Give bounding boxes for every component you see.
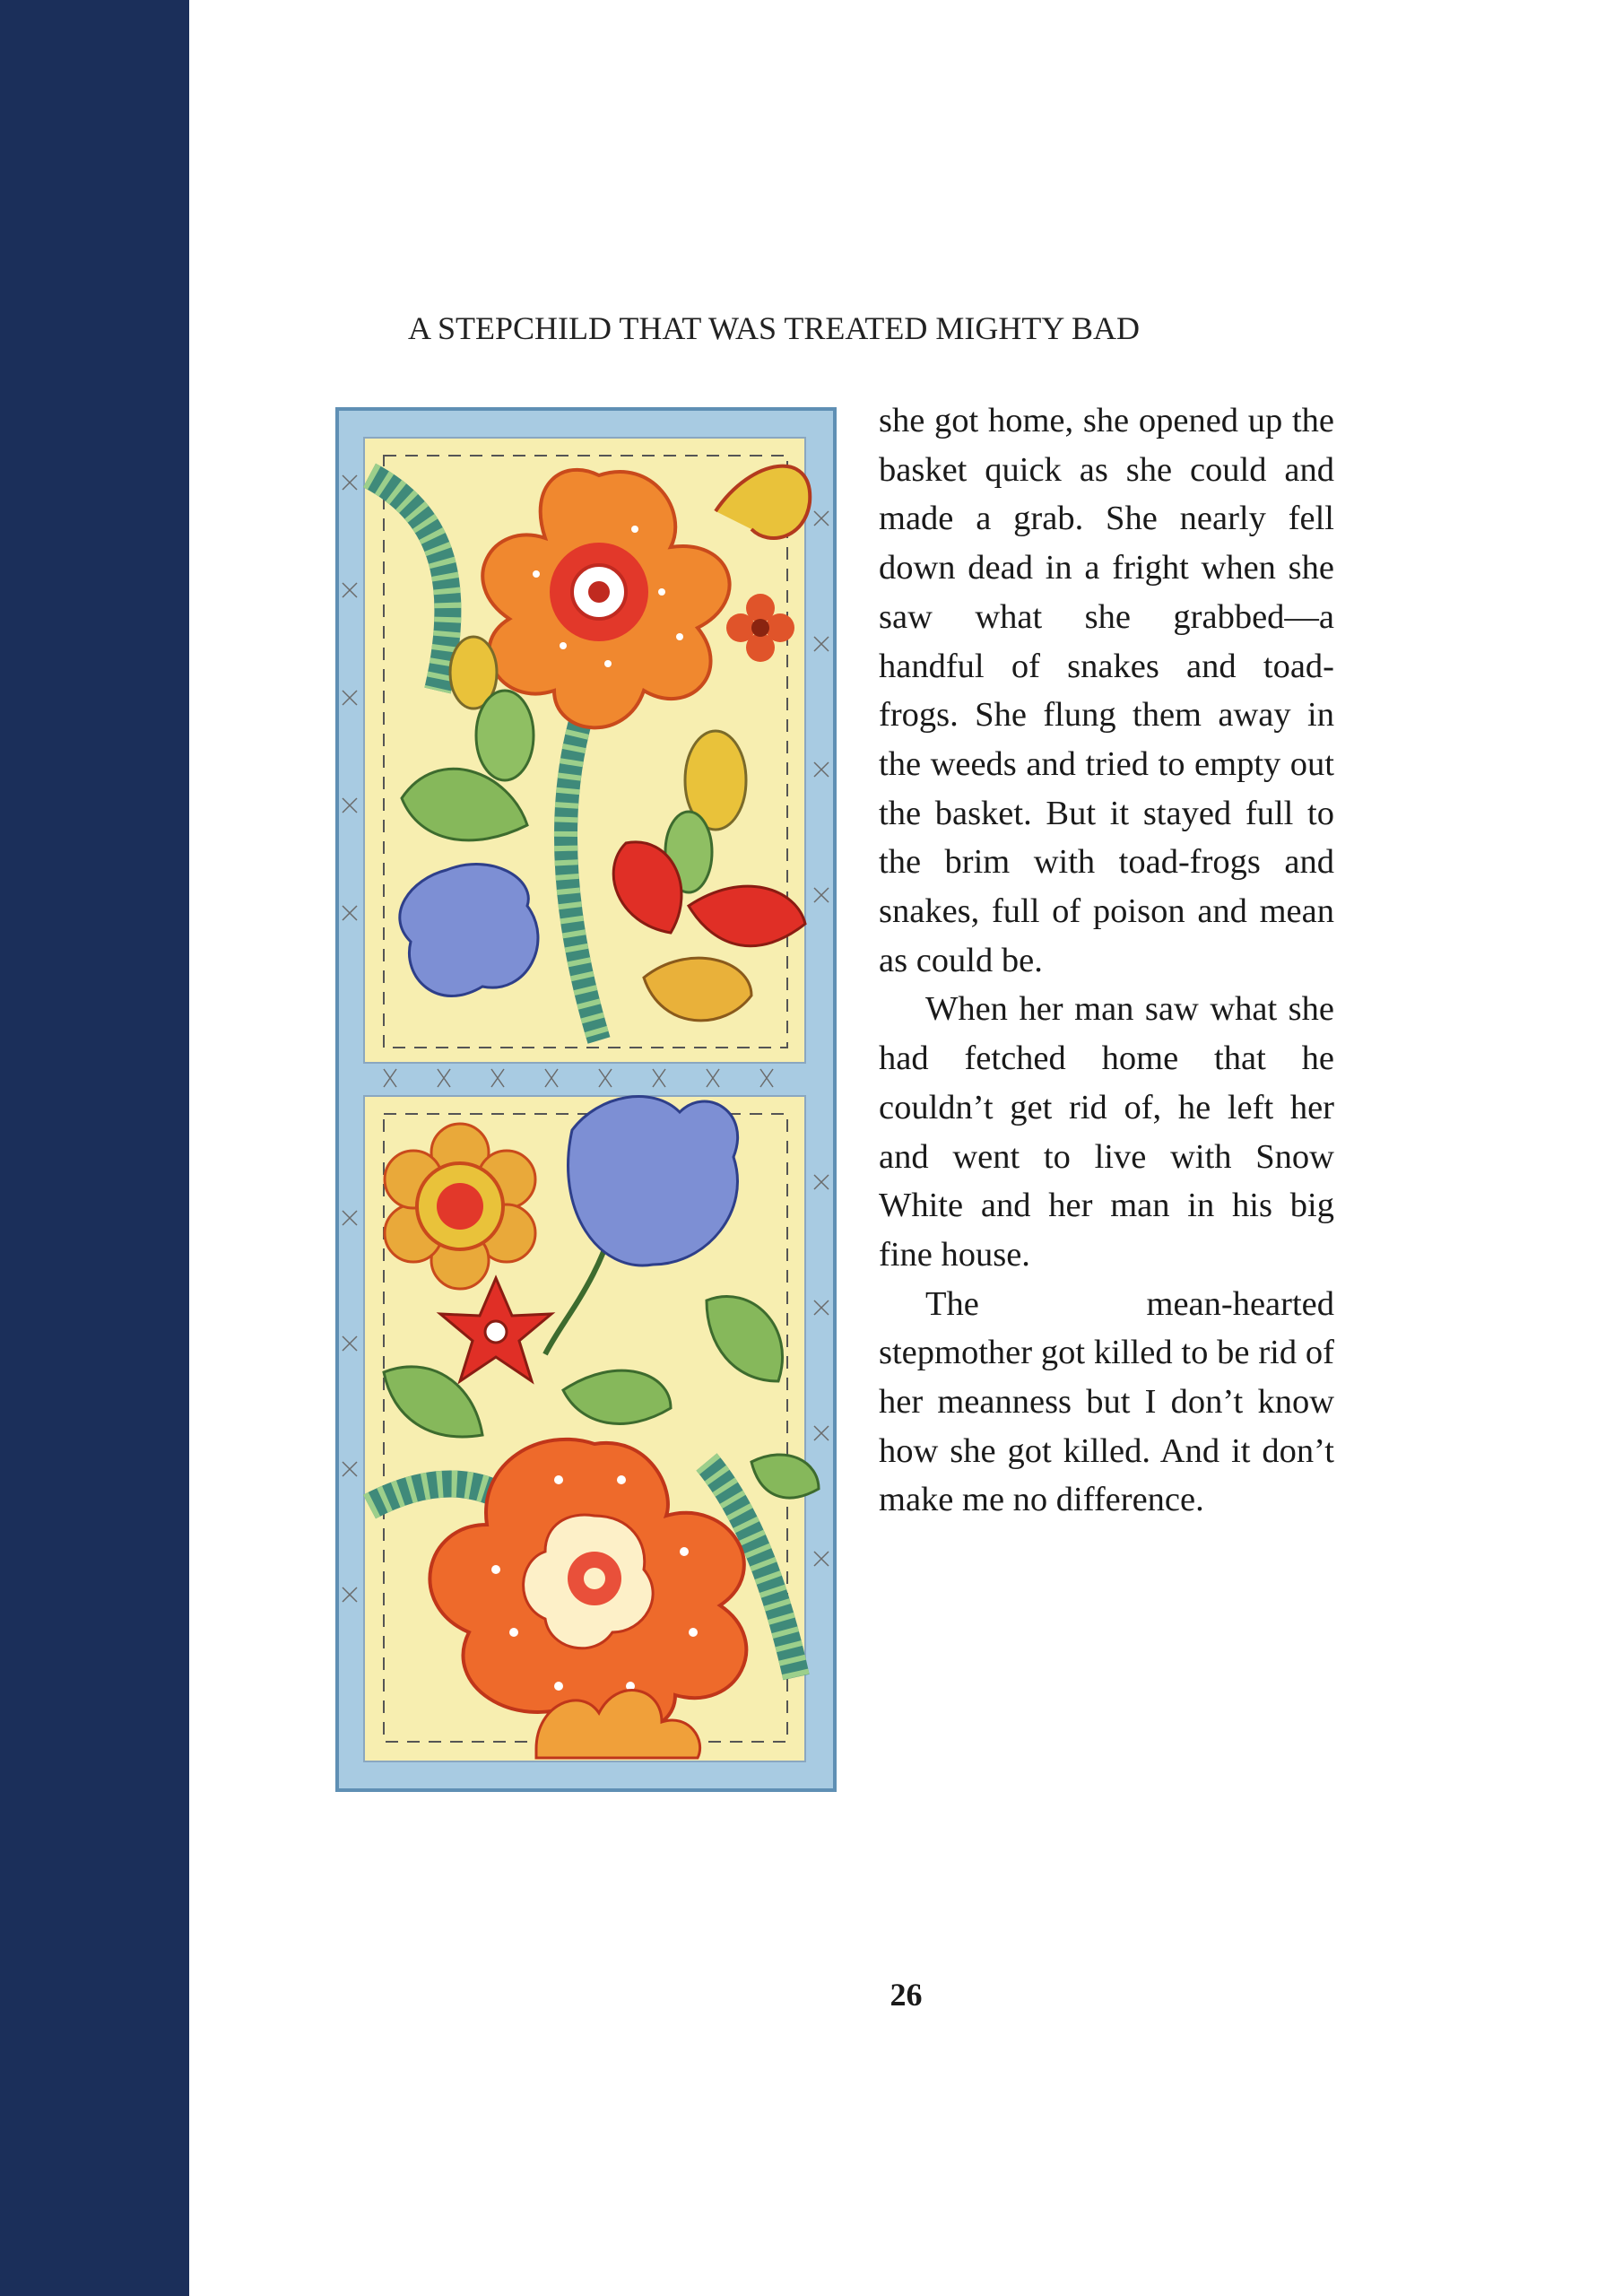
story-paragraph: The mean-hearted stepmother got killed to be rid of her meanness but I don’t know how she got killed. And it don’t make me no difference. — [879, 1284, 1334, 1519]
story-text — [879, 396, 1334, 1525]
page-number: 26 — [890, 1977, 923, 2013]
story-paragraph: When her man saw what she had fetched home that he couldn’t get rid of, he left her and went to live with Snow White and her man in his big fine house. — [879, 990, 1334, 1274]
running-head: A STEPCHILD THAT WAS TREATED MIGHTY BAD — [408, 310, 1141, 346]
quilt-flower-illustration — [330, 404, 845, 1798]
story-paragraph: she got home, she opened up the basket quick as she could and made a grab. She nearly fell down dead in a fright when she saw what she grabbed—a handful of snakes and toad-frogs. She flung them away in the weeds and tried to empty out the basket. But it stayed full to the brim with toad-frogs and snakes, full of poison and mean as could be. — [879, 402, 1334, 979]
book-spine-band — [0, 0, 189, 2296]
